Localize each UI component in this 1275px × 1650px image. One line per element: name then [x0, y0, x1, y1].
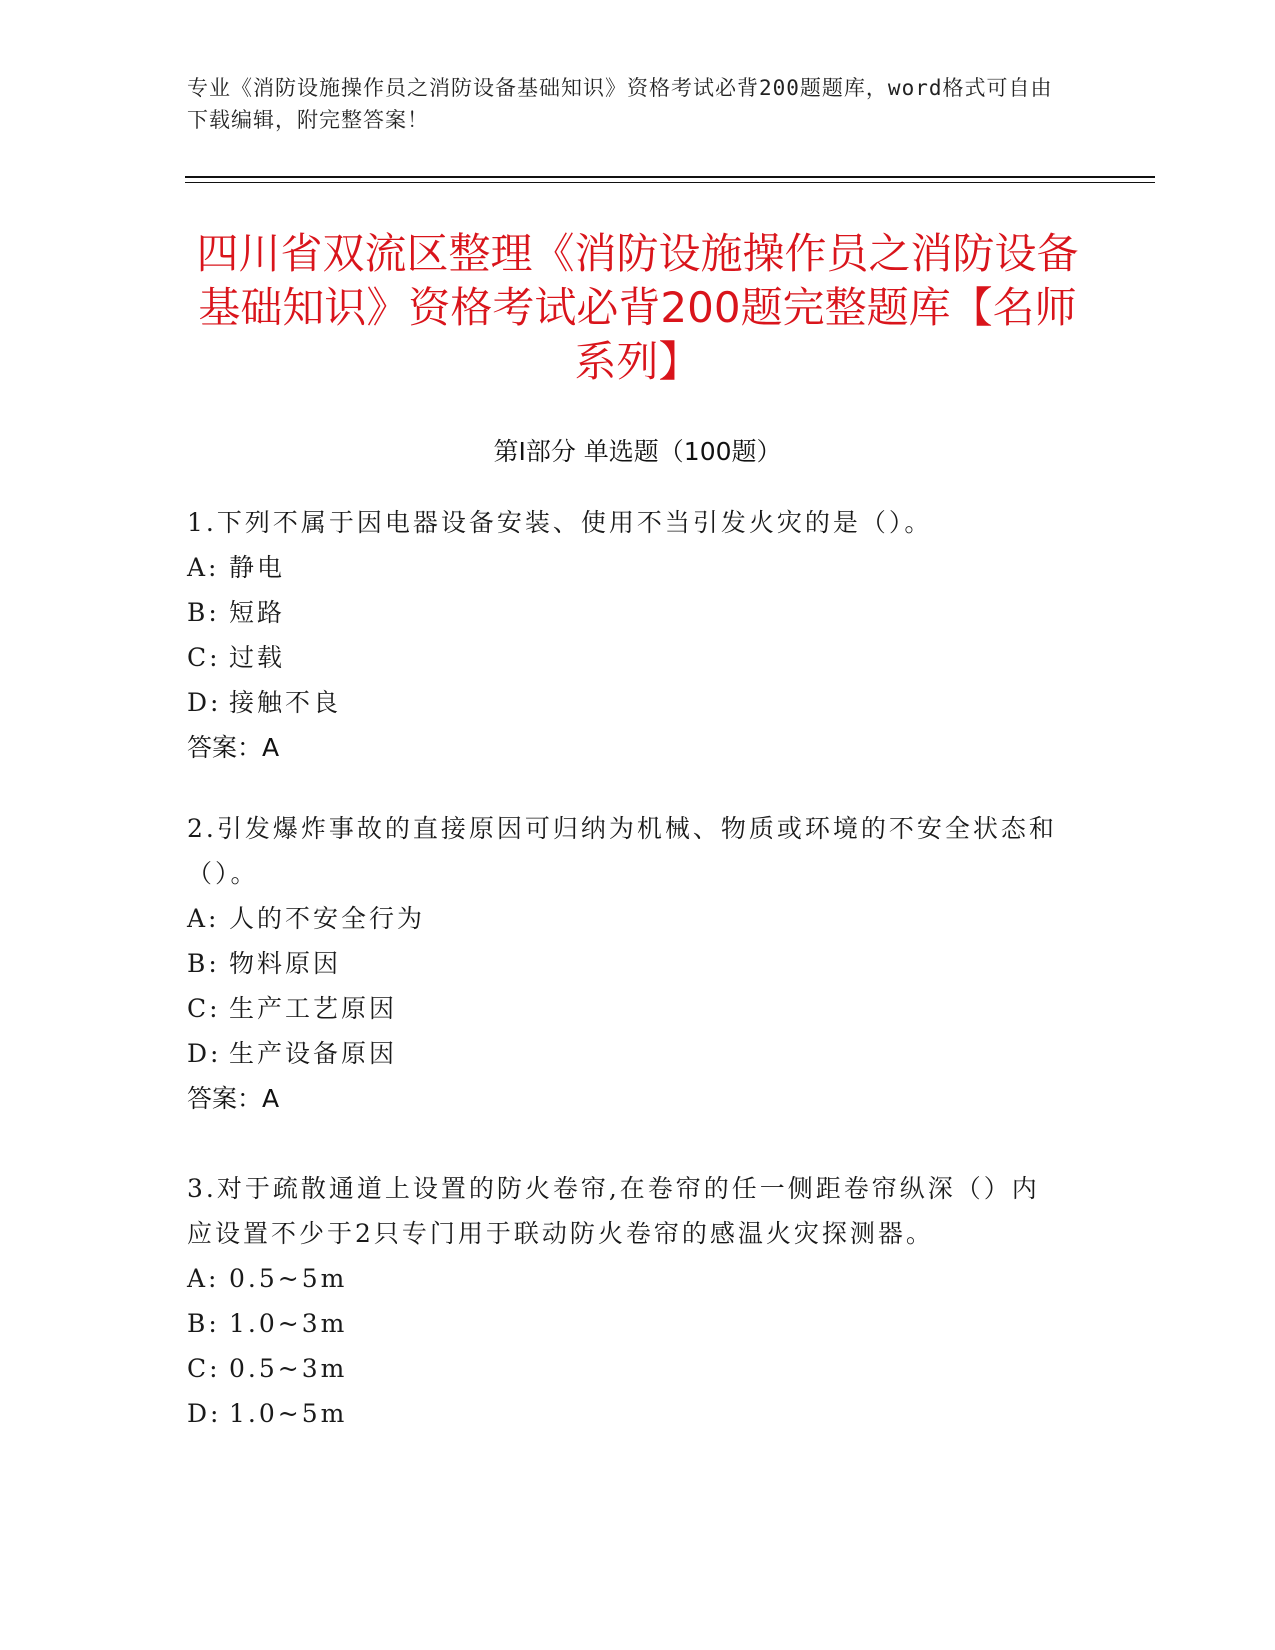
- answer: 答案：A: [187, 733, 280, 762]
- option-key: A:: [187, 553, 220, 582]
- option-d: [187, 1031, 1067, 1076]
- option-key: C:: [187, 1354, 221, 1383]
- question-1: [187, 500, 1067, 770]
- option-value: 接触不良: [229, 688, 342, 717]
- option-key: D:: [187, 1039, 222, 1068]
- option-value: 短路: [229, 598, 286, 627]
- option-b: [187, 590, 1067, 635]
- option-value: 过载: [229, 643, 286, 672]
- answer: 答案：A: [187, 1084, 280, 1113]
- header-note: 专业《消防设施操作员之消防设备基础知识》资格考试必背200题题库，word格式可自由下载编辑，附完整答案！: [187, 76, 1053, 132]
- question-text: 3.对于疏散通道上设置的防火卷帘,在卷帘的任一侧距卷帘纵深（）内应设置不少于2只专门用于联动防火卷帘的感温火灾探测器。: [187, 1174, 1040, 1248]
- option-b: [187, 1301, 1067, 1346]
- option-key: A:: [187, 904, 220, 933]
- option-key: C:: [187, 994, 221, 1023]
- option-d: [187, 1391, 1067, 1436]
- question-text: 1.下列不属于因电器设备安装、使用不当引发火灾的是（）。: [187, 508, 933, 537]
- option-key: C:: [187, 643, 221, 672]
- option-c: [187, 986, 1067, 1031]
- question-3: [187, 1166, 1067, 1436]
- option-key: B:: [187, 598, 220, 627]
- option-value: 人的不安全行为: [229, 904, 426, 933]
- document-title: 四川省双流区整理《消防设施操作员之消防设备基础知识》资格考试必背200题完整题库【名师系列】: [196, 229, 1079, 386]
- section-heading: 第I部分 单选题（100题）: [493, 437, 782, 466]
- option-a: [187, 896, 1067, 941]
- question-text: 2.引发爆炸事故的直接原因可归纳为机械、物质或环境的不安全状态和（）。: [187, 814, 1057, 888]
- option-key: B:: [187, 949, 220, 978]
- option-value: 静电: [229, 553, 286, 582]
- option-d: [187, 680, 1067, 725]
- option-a: [187, 545, 1067, 590]
- header-rule-thin: [185, 182, 1155, 183]
- option-b: [187, 941, 1067, 986]
- option-value: 生产工艺原因: [229, 994, 398, 1023]
- option-c: [187, 1346, 1067, 1391]
- option-value: 物料原因: [229, 949, 342, 978]
- option-value: 生产设备原因: [229, 1039, 398, 1068]
- option-value: 1.0~3m: [229, 1309, 348, 1338]
- option-key: B:: [187, 1309, 220, 1338]
- option-c: [187, 635, 1067, 680]
- option-key: A:: [187, 1264, 220, 1293]
- option-key: D:: [187, 1399, 222, 1428]
- option-value: 0.5~3m: [229, 1354, 348, 1383]
- header-rule-thick: [185, 176, 1155, 178]
- option-a: [187, 1256, 1067, 1301]
- option-value: 1.0~5m: [229, 1399, 348, 1428]
- question-2: [187, 806, 1067, 1121]
- option-value: 0.5~5m: [229, 1264, 348, 1293]
- option-key: D:: [187, 688, 222, 717]
